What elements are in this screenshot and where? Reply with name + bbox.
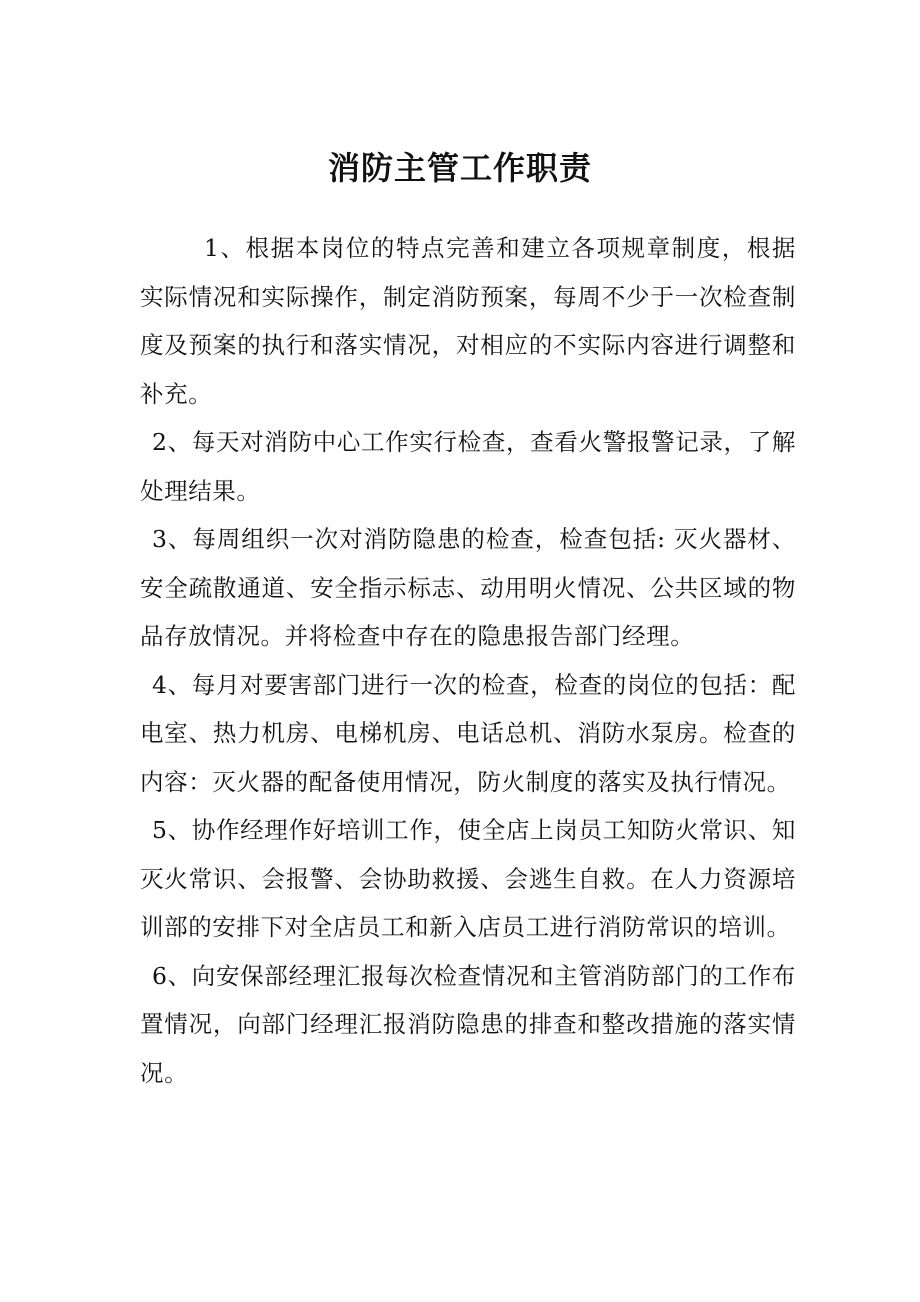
duty-paragraph-1: 1、根据本岗位的特点完善和建立各项规章制度，根据实际情况和实际操作，制定消防预案，每周不少于一次检查制度及预案的执行和落实情况，对相应的不实际内容进行调整和补充。 — [140, 234, 796, 408]
duty-paragraph-4: 4、每月对要害部门进行一次的检查，检查的岗位的包括：配电室、热力机房、电梯机房、电话总机、消防水泵房。检查的内容：灭火器的配备使用情况，防火制度的落实及执行情况。 — [140, 670, 796, 796]
duty-paragraph-5: 5、协作经理作好培训工作，使全店上岗员工知防火常识、知灭火常识、会报警、会协助救援、会逃生自救。在人力资源培训部的安排下对全店员工和新入店员工进行消防常识的培训。 — [140, 816, 796, 941]
duty-paragraph-6: 6、向安保部经理汇报每次检查情况和主管消防部门的工作布置情况，向部门经理汇报消防隐患的排查和整改措施的落实情况。 — [140, 961, 796, 1087]
document-title: 消防主管工作职责 — [327, 149, 592, 187]
duty-paragraph-2: 2、每天对消防中心工作实行检查，查看火警报警记录，了解处理结果。 — [140, 428, 796, 505]
document-body — [140, 224, 796, 1097]
duty-paragraph-3: 3、每周组织一次对消防隐患的检查，检查包括: 灭火器材、安全疏散通道、安全指示标志、动用明火情况、公共区域的物品存放情况。并将检查中存在的隐患报告部门经理。 — [140, 525, 796, 650]
